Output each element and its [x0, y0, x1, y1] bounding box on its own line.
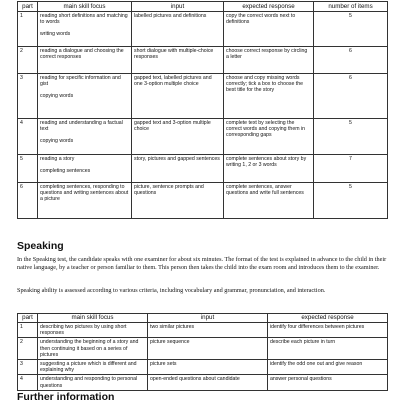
skill-cell: completing sentences, responding to questions and writing sentences about a picture	[38, 183, 132, 219]
input-cell: two similar pictures	[148, 323, 268, 338]
skill-cell	[38, 12, 132, 47]
response-cell: answer personal questions	[268, 375, 388, 390]
header-items: number of items	[314, 2, 388, 12]
part-cell: 1	[18, 323, 38, 338]
response-cell: complete text by selecting the correct words and copying them in corresponding gaps	[224, 119, 314, 155]
items-cell: 5	[314, 12, 388, 47]
response-cell: complete sentences about story by writing 1, 2 or 3 words	[224, 155, 314, 183]
table-row	[18, 12, 388, 47]
response-cell: choose and copy missing words correctly; tick a box to choose the best title for the story	[224, 74, 314, 119]
table-row	[18, 183, 388, 219]
table-row	[18, 323, 388, 338]
items-cell: 6	[314, 47, 388, 74]
part-cell: 4	[18, 375, 38, 390]
skill-extra-text: writing words	[40, 31, 71, 38]
part-cell: 3	[18, 74, 38, 119]
table-row	[18, 119, 388, 155]
header-input: input	[148, 314, 268, 323]
input-cell: picture sets	[148, 360, 268, 375]
table-row	[18, 375, 388, 390]
input-cell: picture, sentence prompts and questions	[132, 183, 224, 219]
response-cell: describe each picture in turn	[268, 338, 388, 360]
response-cell: identify the odd one out and give reason	[268, 360, 388, 375]
items-cell: 5	[314, 183, 388, 219]
header-part: part	[18, 314, 38, 323]
skill-cell	[38, 155, 132, 183]
response-cell: copy the correct words next to definitions	[224, 12, 314, 47]
header-skill: main skill focus	[38, 314, 148, 323]
skill-cell: understanding the beginning of a story and then continuing it based on a series of pictures	[38, 338, 148, 360]
part-cell: 4	[18, 119, 38, 155]
part-cell: 6	[18, 183, 38, 219]
header-skill: main skill focus	[38, 2, 132, 12]
skill-text: reading and understanding a factual text	[40, 120, 123, 133]
speaking-heading: Speaking	[17, 240, 64, 252]
part-cell: 5	[18, 155, 38, 183]
input-cell: gapped text, labelled pictures and one 3-option multiple choice	[132, 74, 224, 119]
input-cell: gapped text and 3-option multiple choice	[132, 119, 224, 155]
table-row	[18, 47, 388, 74]
skill-extra-text: copying words	[40, 138, 74, 145]
skill-extra-text: copying words	[40, 93, 74, 100]
speaking-table	[17, 313, 388, 391]
skill-cell: understanding and responding to personal questions	[38, 375, 148, 390]
response-cell: choose correct response by circling a letter	[224, 47, 314, 74]
speaking-paragraph: Speaking ability is assessed according to various criteria, including vocabulary and grammar, pronunciation, and interaction.	[17, 287, 326, 294]
input-cell: short dialogue with multiple-choice responses	[132, 47, 224, 74]
header-input: input	[132, 2, 224, 12]
items-cell: 5	[314, 119, 388, 155]
input-cell: open-ended questions about candidate	[148, 375, 268, 390]
part-cell: 1	[18, 12, 38, 47]
header-response: expected response	[224, 2, 314, 12]
speaking-paragraph: In the Speaking test, the candidate speaks with one examiner for about six minutes. The format of the test is explained in advance to the child in their native language, by a teacher or person familiar to them. This person then takes the child into the exam room and introduces them to the examiner.	[17, 256, 387, 271]
further-information-heading: Further information	[17, 391, 115, 403]
skill-cell	[38, 119, 132, 155]
skill-cell	[38, 74, 132, 119]
part-cell: 3	[18, 360, 38, 375]
table-header-row	[18, 314, 388, 323]
header-response: expected response	[268, 314, 388, 323]
input-cell: story, pictures and gapped sentences	[132, 155, 224, 183]
table-row	[18, 155, 388, 183]
items-cell: 6	[314, 74, 388, 119]
part-cell: 2	[18, 47, 38, 74]
response-cell: complete sentences, answer questions and write full sentences	[224, 183, 314, 219]
skill-cell: describing two pictures by using short responses	[38, 323, 148, 338]
table-row	[18, 338, 388, 360]
skill-extra-text: completing sentences	[40, 168, 91, 175]
skill-text: reading short definitions and matching to words	[40, 13, 128, 26]
part-cell: 2	[18, 338, 38, 360]
skill-text: reading a story	[40, 156, 75, 162]
skill-cell: suggesting a picture which is different and explaining why	[38, 360, 148, 375]
table-header-row	[18, 2, 388, 12]
skill-cell: reading a dialogue and choosing the correct responses	[38, 47, 132, 74]
response-cell: identify four differences between pictures	[268, 323, 388, 338]
skill-text: reading for specific information and gist	[40, 75, 121, 88]
table-row	[18, 360, 388, 375]
items-cell: 7	[314, 155, 388, 183]
header-part: part	[18, 2, 38, 12]
reading-writing-table	[17, 1, 388, 219]
input-cell: picture sequence	[148, 338, 268, 360]
table-row	[18, 74, 388, 119]
input-cell: labelled pictures and definitions	[132, 12, 224, 47]
